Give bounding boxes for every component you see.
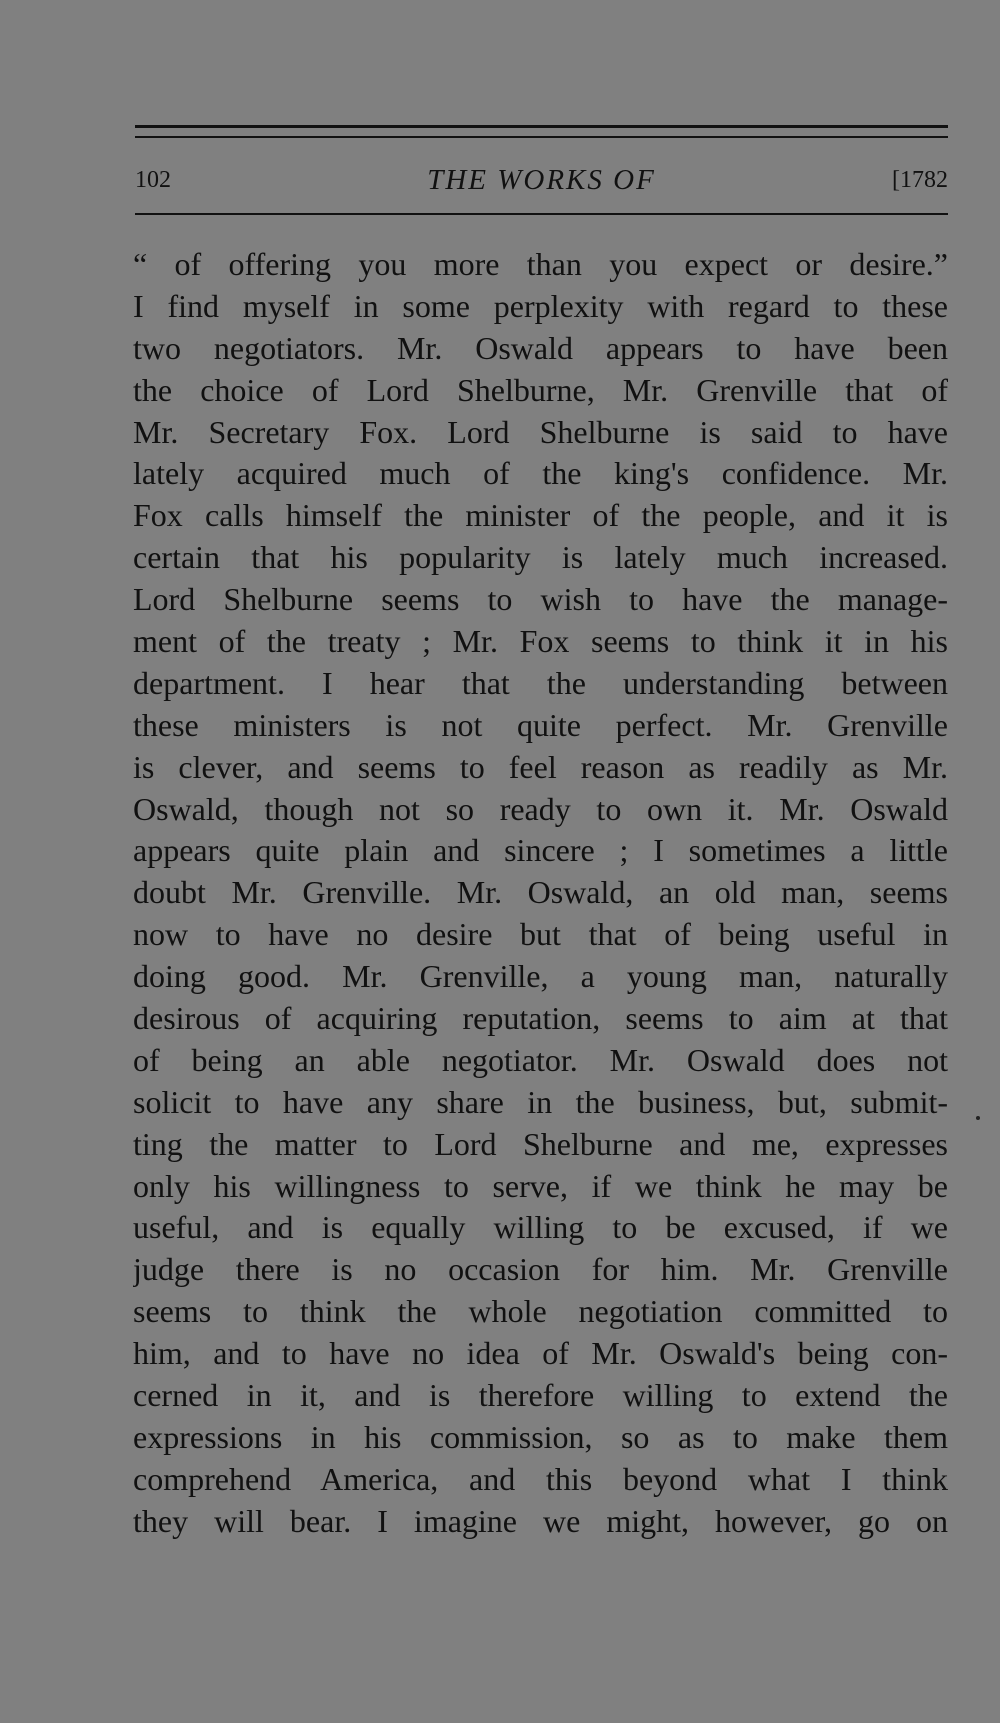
top-double-rule-upper xyxy=(135,125,948,128)
text-line: lately acquired much of the king's confidence. Mr. xyxy=(133,455,948,492)
page-number: 102 xyxy=(135,167,171,193)
body-text xyxy=(133,244,948,1543)
text-line: ting the matter to Lord Shelburne and me, expresses xyxy=(133,1125,948,1162)
text-line: desirous of acquiring reputation, seems to aim at that xyxy=(133,1000,948,1037)
text-line: now to have no desire but that of being useful in xyxy=(133,916,948,953)
text-line: of being an able negotiator. Mr. Oswald does not xyxy=(133,1041,948,1078)
text-line: him, and to have no idea of Mr. Oswald's being con- xyxy=(133,1335,948,1372)
text-line: they will bear. I imagine we might, however, go on xyxy=(133,1502,948,1539)
text-line: Mr. Secretary Fox. Lord Shelburne is said to have xyxy=(133,413,948,450)
text-line: expressions in his commission, so as to make them xyxy=(133,1418,948,1455)
text-line: doing good. Mr. Grenville, a young man, naturally xyxy=(133,958,948,995)
text-line: I find myself in some perplexity with regard to these xyxy=(133,287,948,324)
text-line: is clever, and seems to feel reason as readily as Mr. xyxy=(133,748,948,785)
text-line: cerned in it, and is therefore willing to extend the xyxy=(133,1377,948,1414)
text-line: ment of the treaty ; Mr. Fox seems to think it in his xyxy=(133,623,948,660)
text-line: the choice of Lord Shelburne, Mr. Grenville that of xyxy=(133,371,948,408)
text-line: judge there is no occasion for him. Mr. Grenville xyxy=(133,1251,948,1288)
text-line: department. I hear that the understanding between xyxy=(133,664,948,701)
text-line: doubt Mr. Grenville. Mr. Oswald, an old man, seems xyxy=(133,874,948,911)
text-line: certain that his popularity is lately much increased. xyxy=(133,539,948,576)
running-title: THE WORKS OF xyxy=(427,164,656,196)
text-line: solicit to have any share in the business, but, submit- xyxy=(133,1083,948,1120)
top-double-rule-lower xyxy=(135,136,948,138)
text-line: “ of offering you more than you expect or desire.” xyxy=(133,246,948,282)
text-line: useful, and is equally willing to be excused, if we xyxy=(133,1209,948,1246)
running-header xyxy=(135,160,948,200)
text-line: only his willingness to serve, if we think he may be xyxy=(133,1167,948,1204)
text-line: comprehend America, and this beyond what I think xyxy=(133,1460,948,1497)
text-line: appears quite plain and sincere ; I sometimes a little xyxy=(133,832,948,869)
text-line: Lord Shelburne seems to wish to have the manage- xyxy=(133,581,948,618)
text-line: seems to think the whole negotiation committed to xyxy=(133,1293,948,1330)
text-line: two negotiators. Mr. Oswald appears to have been xyxy=(133,329,948,366)
text-line: Fox calls himself the minister of the people, and it is xyxy=(133,497,948,534)
scan-speck xyxy=(976,1116,980,1120)
text-line: these ministers is not quite perfect. Mr. Grenville xyxy=(133,706,948,743)
text-line: Oswald, though not so ready to own it. Mr. Oswald xyxy=(133,790,948,827)
header-year: [1782 xyxy=(892,167,948,193)
header-rule xyxy=(135,213,948,215)
